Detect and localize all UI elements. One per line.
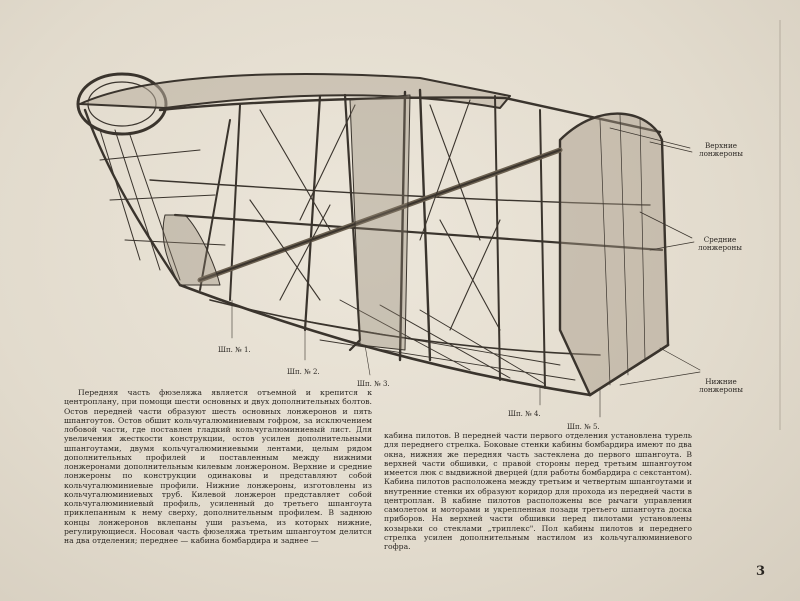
frame-label-4: Шп. № 4. — [508, 410, 541, 418]
frame-label-2: Шп. № 2. — [287, 368, 320, 376]
callout-middle-spars: Средние лонжероны — [698, 235, 742, 253]
text-column-right — [384, 431, 692, 551]
frame-label-5: Шп. № 5. — [567, 423, 600, 431]
text-column-left — [64, 388, 372, 545]
frame-label-3: Шп. № 3. — [357, 380, 390, 388]
paragraph: Передняя часть фюзеляжа является отъемной и крепится к центроплану, при помощи шести основных и двух дополнительных болтов. Остов передней части образуют шесть основных лонжеронов и пять шпангоутов. Остов обшит кольчугалюминиевым гофром, за исключением лобовой части, где поставлен гладкий кольчугалюминиевый лист. Для увеличения жесткости конструкции, остов усилен дополнительными шпангоутами, двумя кольчугалюминиевыми лентами, целым рядом дополнительных профилей и поставленным между нижними лонжеронами дополнительным килевым лонжероном. Верхние и средние лонжероны по конструкции одинаковы и представляют собой кольчугалюминиевые профили. Нижние лонжероны, изготовлены из кольчугалюминиевых труб. Килевой лонжерон представляет собой кольчугалюминиевый профиль, усиленный до третьего шпангоута приклепанным к нему сверху, дополнительным профилем. В заднюю концы лонжеронов вклепаны уши разъема, из которых нижние, регулирующиеся. Носовая часть фюзеляжа третьим шпангоутом делится на два отделения; переднее — кабина бомбардира и заднее — — [64, 388, 372, 545]
callout-lower-spars: Нижние лонжероны — [699, 377, 743, 395]
paragraph: кабина пилотов. В передней части первого отделения установлена турель для переднего стрелка. Боковые стенки кабины бомбардира имеют по два окна, нижняя же передняя часть застеклена до первого шпангоута. В верхней части обшивки, с правой стороны перед третьим шпангоутом имеется люк с выдвижной дверцей (для работы бомбардира с секстантом). Кабина пилотов расположена между третьим и четвертым шпангоутами и внутренние стенки их образуют коридор для прохода из передней части в центроплан. В кабине пилотов расположены все рычаги управления самолетом и моторами и укрепленная позади третьего шпангоута доска приборов. На верхней части обшивки перед пилотами установлены козырьки со стеклами „триплекс". Пол кабины пилотов и переднего стрелка усилен дополнительным настилом из кольчугалюминиевого гофра. — [384, 431, 692, 551]
frame-label-1: Шп. № 1. — [218, 346, 251, 354]
page-number: 3 — [756, 564, 766, 579]
callout-upper-spars: Верхние лонжероны — [699, 141, 743, 159]
